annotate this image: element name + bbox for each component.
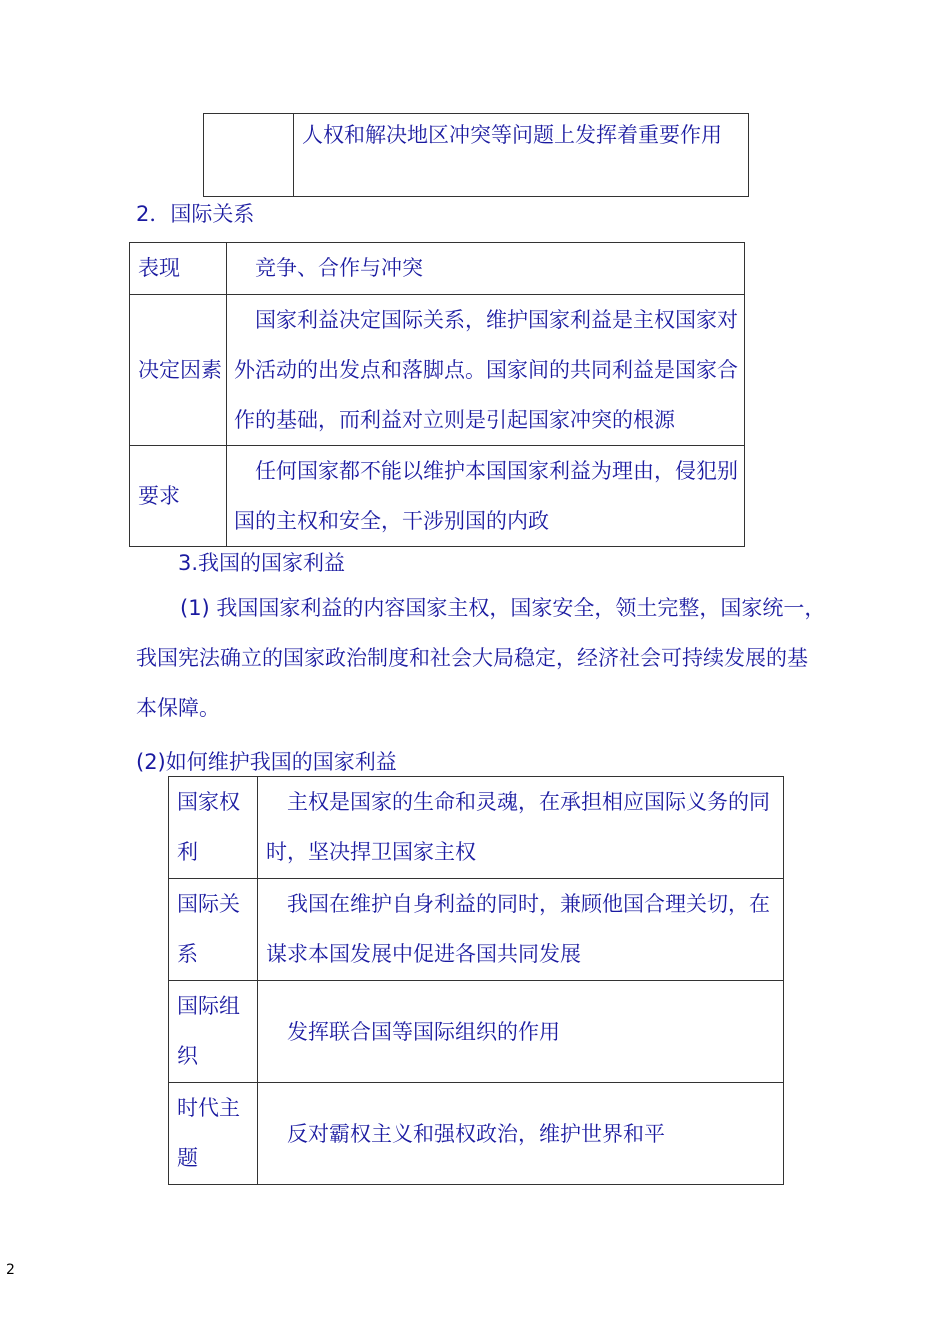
table-row: [130, 446, 745, 547]
row-content: 我国在维护自身利益的同时，兼顾他国合理关切，在谋求本国发展中促进各国共同发展: [258, 879, 784, 981]
table-row: [169, 777, 784, 879]
row-label: 决定因素: [130, 295, 227, 446]
empty-label-cell: [204, 114, 294, 197]
continuation-table: [203, 113, 749, 197]
subheading-how-to-maintain: (2)如何维护我国的国家利益: [136, 750, 397, 774]
row-label: 表现: [130, 243, 227, 295]
table-row: [169, 981, 784, 1083]
row-label: 国际关系: [169, 879, 258, 981]
table-row: [169, 1083, 784, 1185]
row-content: 发挥联合国等国际组织的作用: [258, 981, 784, 1083]
table-row: [169, 879, 784, 981]
row-content: 竞争、合作与冲突: [227, 243, 745, 295]
table-row: [204, 114, 749, 197]
page-number: 2: [6, 1262, 15, 1278]
row-content: 任何国家都不能以维护本国国家利益为理由，侵犯别国的主权和安全，干涉别国的内政: [227, 446, 745, 547]
row-label: 要求: [130, 446, 227, 547]
section-heading-national-interests: 3.我国的国家利益: [178, 551, 346, 575]
maintain-interests-table: [168, 776, 784, 1185]
section-heading-international-relations: 2．国际关系: [136, 202, 255, 226]
table-row: [130, 243, 745, 295]
paragraph-content-of-interests: (1) 我国国家利益的内容国家主权，国家安全，领土完整，国家统一，我国宪法确立的国家政治制度和社会大局稳定，经济社会可持续发展的基本保障。: [136, 596, 826, 720]
row-label: 国家权利: [169, 777, 258, 879]
row-label: 国际组织: [169, 981, 258, 1083]
row-content: 反对霸权主义和强权政治，维护世界和平: [258, 1083, 784, 1185]
row-content: 主权是国家的生命和灵魂，在承担相应国际义务的同时，坚决捍卫国家主权: [258, 777, 784, 879]
continuation-cell: 人权和解决地区冲突等问题上发挥着重要作用: [294, 114, 749, 197]
row-content: 国家利益决定国际关系，维护国家利益是主权国家对外活动的出发点和落脚点。国家间的共同利益是国家合作的基础，而利益对立则是引起国家冲突的根源: [227, 295, 745, 446]
table-row: [130, 295, 745, 446]
row-label: 时代主题: [169, 1083, 258, 1185]
international-relations-table: [129, 242, 745, 547]
